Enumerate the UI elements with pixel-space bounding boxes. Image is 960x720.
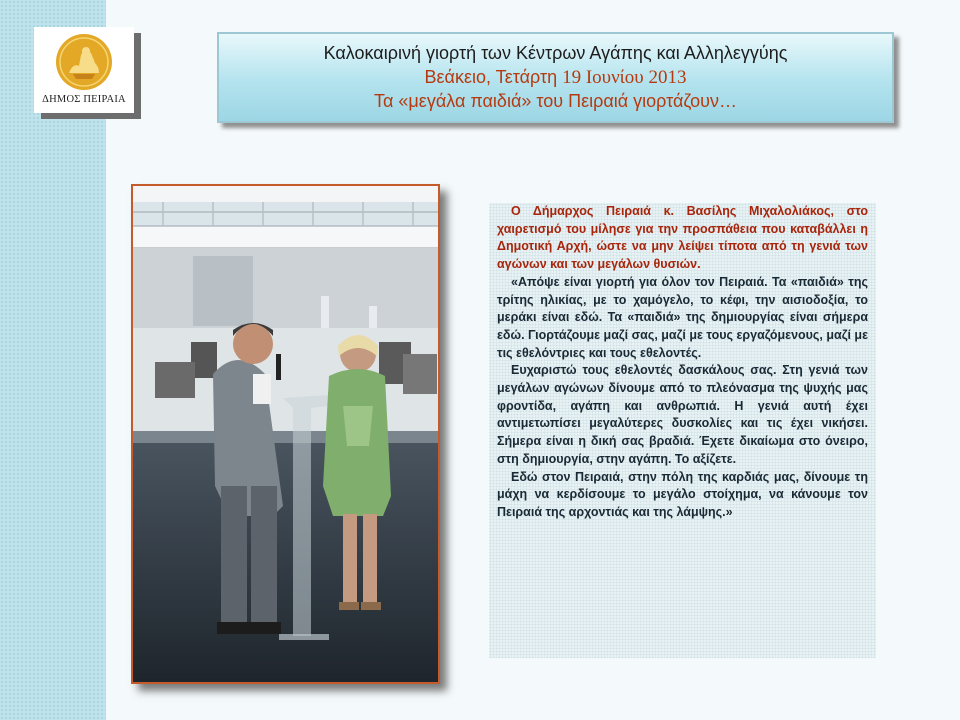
event-subtitle: Τα «μεγάλα παιδιά» του Πειραιά γιορτάζουν… — [373, 91, 737, 111]
event-title: Καλοκαιρινή γιορτή των Κέντρων Αγάπης και Αλληλεγγύης — [323, 43, 788, 63]
event-photo — [131, 184, 440, 684]
piraeus-seal-icon — [55, 33, 113, 91]
article-intro: Ο Δήμαρχος Πειραιά κ. Βασίλης Μιχαλολιάκος, στο χαιρετισμό του μίλησε για την προσπάθεια που καταβάλλει η Δημοτική Αρχή, ώστε να μην λείψει τίποτα από τη γενιά των αγώνων και των μεγάλων θυσιών. — [497, 204, 868, 272]
municipality-logo — [34, 27, 134, 113]
article-quote-1: «Απόψε είναι γιορτή για όλον τον Πειραιά. Τα «παιδιά» της τρίτης ηλικίας, με το χαμόγελο, το κέφι, την αισιοδοξία, το μεράκι είναι εδώ. Τα «παιδιά» της δημιουργίας είναι σήμερα εδώ. Γιορτάζουμε μαζί σας, μαζί με τους εργαζόμενους, μαζί με τις εθελόντριες και τους εθελοντές. — [497, 274, 868, 360]
event-date-line — [219, 67, 892, 89]
title-banner — [217, 32, 894, 123]
article-panel — [489, 203, 876, 658]
article-quote-2: Ευχαριστώ τους εθελοντές δασκάλους σας. Στη γενιά των μεγάλων αγώνων δίνουμε από το πλεόνασμα της ψυχής μας φροντίδα, αγάπη και ανθρωπιά. Η γενιά αυτή έχει αντιμετωπίσει μεγαλύτερες δυσκολίες και τις έχει νικήσει. Σήμερα είναι η δική σας βραδιά. Έχετε δικαίωμα στο όνειρο, στη δημιουργία, στην αγάπη. Το αξίζετε. — [497, 363, 868, 466]
event-date: 19 Ιουνίου 2013 — [562, 67, 687, 88]
logo-label: ΔΗΜΟΣ ΠΕΙΡΑΙΑ — [42, 94, 126, 105]
article-quote-3: Εδώ στον Πειραιά, στην πόλη της καρδιάς μας, δίνουμε τη μάχη να κερδίσουμε το μεγάλο στοίχημα, να κάνουμε τον Πειραιά της αρχοντιάς και της λάμψης.» — [497, 469, 868, 519]
event-place: Βεάκειο, Τετάρτη — [424, 67, 563, 87]
